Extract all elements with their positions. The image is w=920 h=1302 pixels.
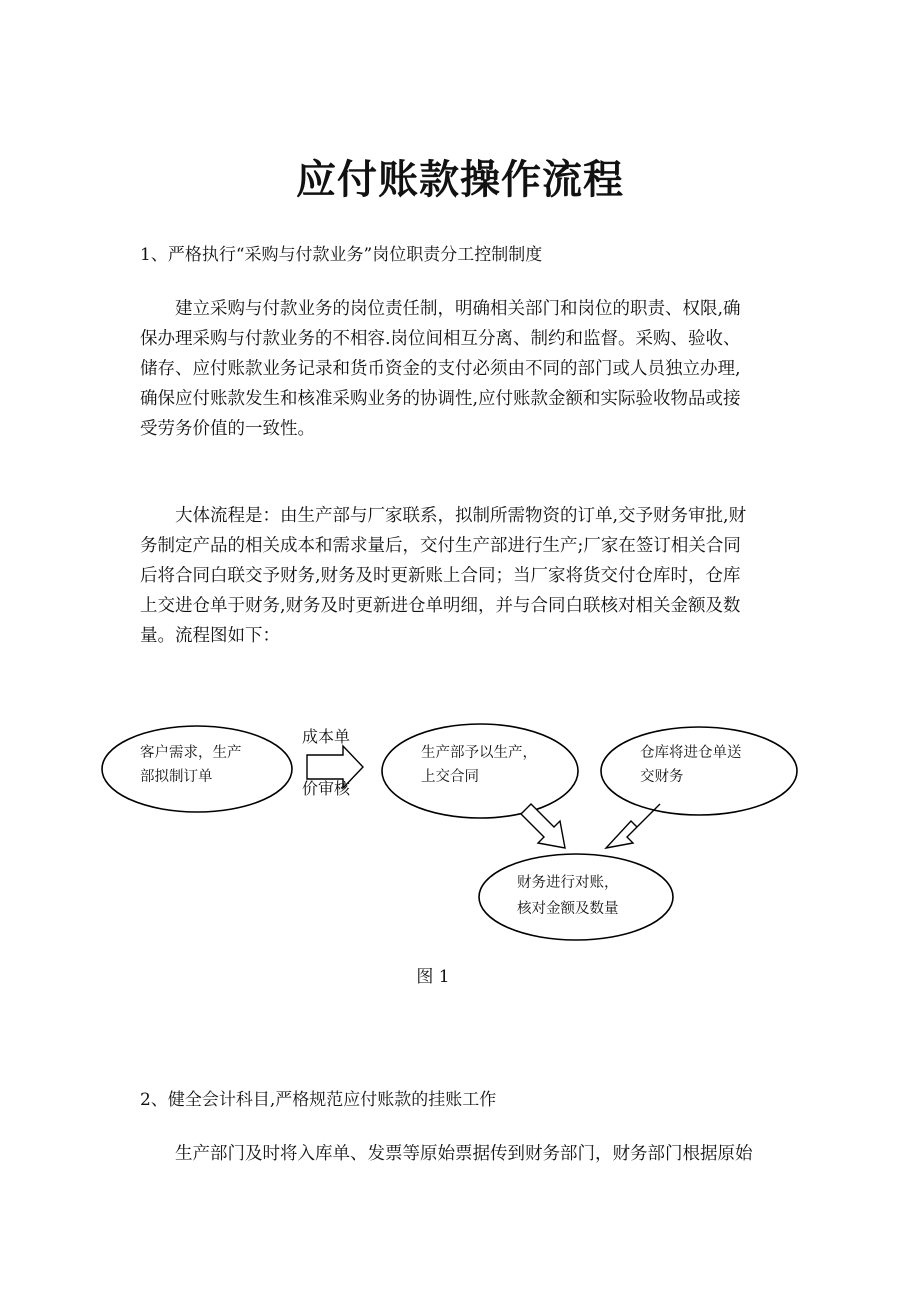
paragraph-line: 务制定产品的相关成本和需求量后，交付生产部进行生产;厂家在签订相关合同 <box>140 536 741 556</box>
section-2-heading: 2、健全会计科目,严格规范应付账款的挂账工作 <box>140 1090 497 1110</box>
flow-node-finance <box>479 854 673 940</box>
flow-node-finance-line-2: 核对金额及数量 <box>517 901 619 917</box>
paragraph-line: 确保应付账款发生和核准采购业务的协调性,应付账款金额和实际验收物品或接 <box>140 389 741 409</box>
paragraph-line: 后将合同白联交予财务,财务及时更新账上合同；当厂家将货交付仓库时，仓库 <box>140 566 741 586</box>
flow-node-production <box>382 724 578 818</box>
figure-caption: 图 1 <box>416 967 450 987</box>
paragraph-line: 量。流程图如下： <box>140 626 280 646</box>
flow-node-warehouse-line-2: 交财务 <box>640 769 684 785</box>
flow-node-production-line-2: 上交合同 <box>421 769 479 785</box>
flow-node-warehouse <box>601 727 797 815</box>
flow-node-finance-line-1: 财务进行对账， <box>517 875 619 891</box>
section-1-paragraph-1 <box>140 294 785 444</box>
section-1-heading: 1、严格执行“采购与付款业务”岗位职责分工控制制度 <box>140 245 543 265</box>
paragraph-line: 生产部门及时将入库单、发票等原始票据传到财务部门，财务部门根据原始 <box>175 1144 753 1164</box>
flow-arrow-down-right <box>521 804 565 848</box>
paragraph-line: 上交进仓单于财务,财务及时更新进仓单明细，并与合同白联核对相关金额及数 <box>140 596 741 616</box>
paragraph-line: 大体流程是：由生产部与厂家联系，拟制所需物资的订单,交予财务审批,财 <box>175 506 747 526</box>
flow-arrow-down-left <box>606 804 660 848</box>
paragraph-line: 建立采购与付款业务的岗位责任制，明确相关部门和岗位的职责、权限,确 <box>175 299 741 319</box>
flow-node-warehouse-line-1: 仓库将进仓单送 <box>640 745 742 761</box>
flow-node-customer-line-2: 部拟制订单 <box>140 769 213 785</box>
paragraph-line: 保办理采购与付款业务的不相容.岗位间相互分离、制约和监督。采购、验收、 <box>140 329 741 349</box>
flowchart-diagram <box>95 715 815 950</box>
arrow-label-bottom: 价审核 <box>302 779 351 798</box>
flow-node-customer-line-1: 客户需求，生产 <box>140 745 242 761</box>
section-1-paragraph-2 <box>140 501 785 651</box>
paragraph-line: 储存、应付账款业务记录和货币资金的支付必须由不同的部门或人员独立办理, <box>140 359 741 379</box>
flow-node-production-line-1: 生产部予以生产， <box>421 745 537 761</box>
section-2-paragraph-1 <box>140 1139 785 1169</box>
document-title: 应付账款操作流程 <box>296 156 624 203</box>
arrow-label-top: 成本单 <box>302 727 351 746</box>
paragraph-line: 受劳务价值的一致性。 <box>140 419 315 439</box>
